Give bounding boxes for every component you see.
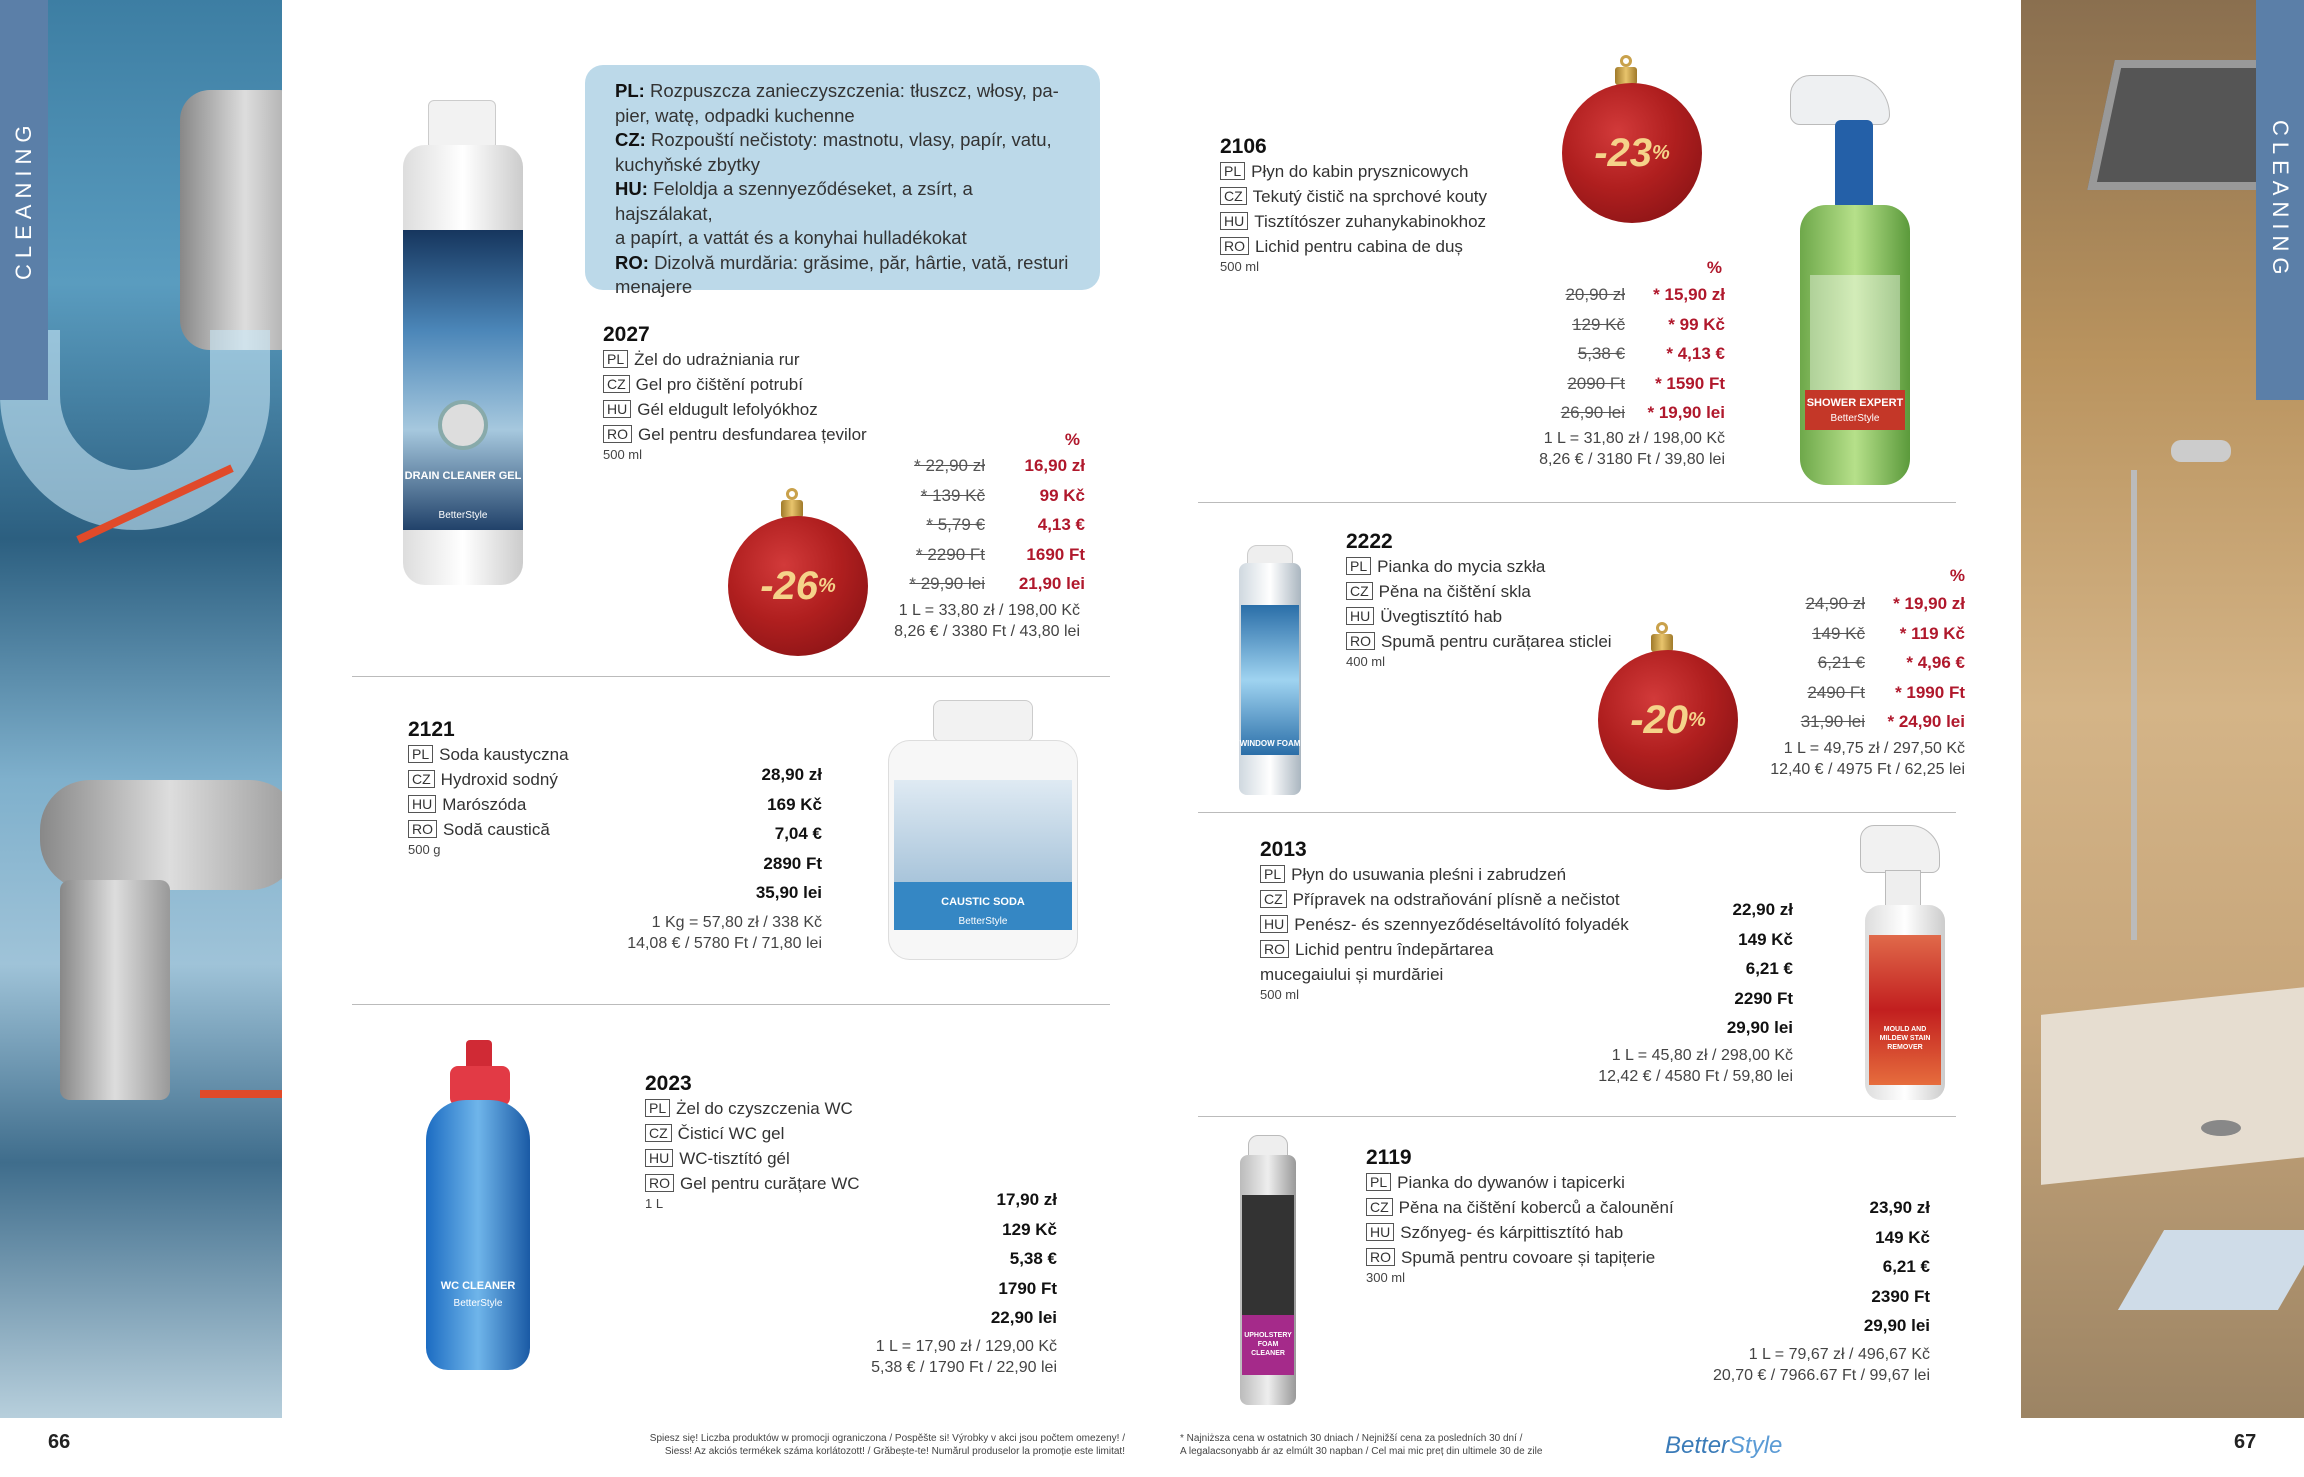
product-2119-prices: 23,90 zł 149 Kč 6,21 € 2390 Ft 29,90 lei — [1863, 1198, 1930, 1335]
product-2027-prices: * 22,90 zł 16,90 zł * 139 Kč 99 Kč * 5,79 € 4,13 € * 2290 Ft 1690 Ft * 29,90 lei 21,90 lei — [909, 456, 1085, 593]
divider — [352, 1004, 1110, 1005]
product-2013-info: 2013 PL Płyn do usuwania pleśni i zabrudzeń CZ Přípravek na odstraňování plísně a nečistot HU Penész- és szennyeződéseltávolító folyadék RO Lichid pentru îndepărtarea mucegaiului și murdăriei 500 ml — [1260, 838, 1629, 1002]
product-2013-unit-price: 1 L = 45,80 zł / 298,00 Kč 12,42 € / 4580 Ft / 59,80 lei — [1598, 1047, 1793, 1085]
product-2121-info: 2121 PL Soda kaustyczna CZ Hydroxid sodný HU Marószóda RO Sodă caustică 500 g — [408, 718, 569, 857]
product-2106-info: 2106 PL Płyn do kabin prysznicowych CZ Tekutý čistič na sprchové kouty HU Tisztítószer zuhanykabinokhoz RO Lichid pentru cabina de duș 500 ml — [1220, 135, 1487, 274]
drain-cleaner-bottle: DRAIN CLEANER GEL BetterStyle — [398, 100, 528, 590]
divider — [352, 676, 1110, 677]
section-tab-left: CLEANING — [0, 0, 48, 400]
info-line: CZ: Rozpouští nečistoty: mastnotu, vlasy, papír, vatu, — [615, 129, 1052, 150]
shower-tray — [2041, 985, 2304, 1185]
page-number-right: 67 — [2234, 1431, 2257, 1453]
product-2119-unit-price: 1 L = 79,67 zł / 496,67 Kč 20,70 € / 7966.67 Ft / 99,67 lei — [1712, 1346, 1930, 1384]
window-foam-can: WINDOW FOAM — [1235, 545, 1305, 795]
drain-icon — [2201, 1120, 2241, 1136]
info-line: kuchyňské zbytky — [615, 153, 760, 175]
flow-arrow-icon — [200, 1090, 282, 1098]
bath-mat — [2118, 1230, 2304, 1310]
product-2106-prices: 20,90 zł * 15,90 zł 129 Kč * 99 Kč 5,38 € * 4,13 € 2090 Ft * 1590 Ft 26,90 lei * 19,90 lei — [1560, 285, 1725, 422]
divider — [1198, 502, 1956, 503]
footer-note-right: * Najniższa cena w ostatnich 30 dniach / Nejnižší cena za posledních 30 dní / A legalacsonyabb ár az elmúlt 30 napban / Cel mai mic preț din ultimele 30 de zile — [1180, 1433, 1543, 1457]
product-2119-info: 2119 PL Pianka do dywanów i tapicerki CZ Pěna na čištění koberců a čalounění HU Szőnyeg- és kárpittisztító hab RO Spumă pentru covoare și tapițerie 300 ml — [1366, 1146, 1674, 1285]
shower-spray-bottle: SHOWER EXPERT BetterStyle — [1775, 65, 1925, 485]
product-2013-prices: 22,90 zł 149 Kč 6,21 € 2290 Ft 29,90 lei — [1726, 900, 1793, 1037]
product-2121-unit-price: 1 Kg = 57,80 zł / 338 Kč 14,08 € / 5780 Ft / 71,80 lei — [627, 914, 822, 952]
section-tab-right: CLEANING — [2256, 0, 2304, 400]
info-line: PL: Rozpuszcza zanieczyszczenia: tłuszcz, włosy, pa- — [615, 80, 1059, 101]
footer-note-left: Spiesz się! Liczba produktów w promocji ograniczona / Pospěšte si! Výrobky v akci jsou počtem omezeny! / Siess! Az akciós termékek száma korlátozott! / Grăbește-te! Numărul produselor la promoție este limitat! — [649, 1433, 1125, 1457]
product-2027-info: 2027 PL Żel do udrażniania rur CZ Gel pro čištění potrubí HU Gél eldugult lefolyókhoz RO Gel pentru desfundarea țevilor 500 ml — [603, 323, 867, 462]
shower-rail — [2131, 470, 2137, 940]
mould-remover-spray: MOULD AND MILDEW STAIN REMOVER — [1855, 825, 1955, 1100]
product-2023-unit-price: 1 L = 17,90 zł / 129,00 Kč 5,38 € / 1790 Ft / 22,90 lei — [871, 1338, 1057, 1376]
divider — [1198, 1116, 1956, 1117]
betterstyle-logo: BetterStyle — [1665, 1432, 1783, 1459]
info-line: menajere — [615, 276, 693, 297]
product-2023-prices: 17,90 zł 129 Kč 5,38 € 1790 Ft 22,90 lei — [990, 1190, 1057, 1327]
product-2222-unit-price: 1 L = 49,75 zł / 297,50 Kč 12,40 € / 4975 Ft / 62,25 lei — [1770, 740, 1965, 778]
product-2222-info: 2222 PL Pianka do mycia szkła CZ Pěna na čištění skla HU Üvegtisztító hab RO Spumă pentru curățarea sticlei 400 ml — [1346, 530, 1612, 669]
upholstery-foam-can: UPHOLSTERY FOAM CLEANER — [1238, 1135, 1298, 1405]
wc-cleaner-bottle: WC CLEANER BetterStyle — [418, 1040, 538, 1370]
info-line: HU: Feloldja a szennyeződéseket, a zsírt, a hajszálakat, — [615, 178, 973, 224]
product-2121-prices: 28,90 zł 169 Kč 7,04 € 2890 Ft 35,90 lei — [755, 765, 822, 902]
caustic-soda-jar: CAUSTIC SODA BetterStyle — [888, 700, 1078, 960]
product-2027-unit-price: 1 L = 33,80 zł / 198,00 Kč 8,26 € / 3380 Ft / 43,80 lei — [894, 602, 1080, 640]
info-line: pier, watę, odpadki kuchenne — [615, 104, 855, 126]
divider — [1198, 812, 1956, 813]
product-code: 2027 — [603, 323, 650, 346]
info-line: a papírt, a vattát és a konyhai hulladékokat — [615, 227, 967, 248]
info-line: RO: Dizolvă murdăria: grăsime, păr, hârtie, vată, resturi — [615, 251, 1069, 273]
hand-shower — [2171, 440, 2231, 462]
product-2222-prices: 24,90 zł * 19,90 zł 149 Kč * 119 Kč 6,21 € * 4,96 € 2490 Ft * 1990 Ft 31,90 lei * 24,90 lei — [1800, 594, 1965, 731]
product-2106-unit-price: 1 L = 31,80 zł / 198,00 Kč 8,26 € / 3180 Ft / 39,80 lei — [1539, 430, 1725, 468]
drain-gel-description-box — [585, 65, 1100, 297]
page-number-left: 66 — [48, 1431, 71, 1453]
product-2023-info: 2023 PL Żel do czyszczenia WC CZ Čisticí WC gel HU WC-tisztító gél RO Gel pentru curățare WC 1 L — [645, 1072, 860, 1211]
